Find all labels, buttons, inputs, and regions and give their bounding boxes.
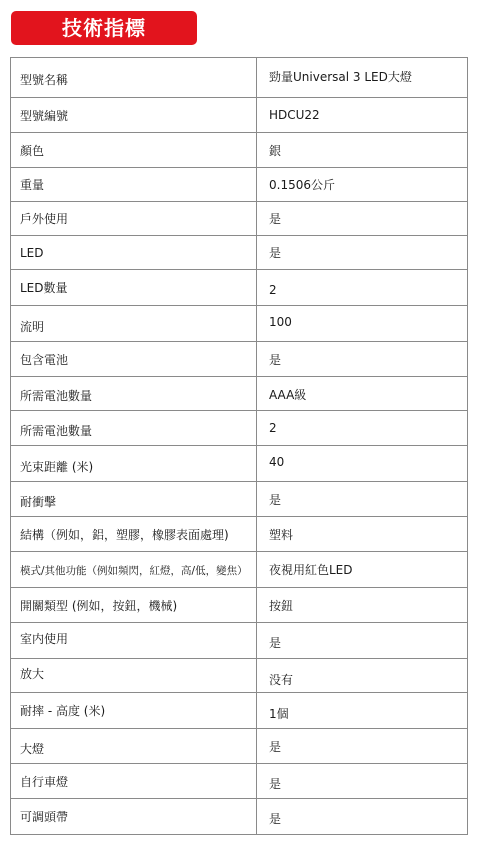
spec-value: 1個 [257,693,468,729]
spec-label: 室内使用 [11,623,257,659]
table-row [11,693,468,729]
table-row [11,729,468,764]
spec-value: 塑料 [257,517,468,552]
table-row [11,799,468,835]
spec-label: LED數量 [11,270,257,306]
table-row [11,446,468,482]
table-row [11,58,468,98]
table-row [11,552,468,588]
spec-label: 自行車燈 [11,764,257,799]
spec-label: 模式/其他功能（例如頻閃，紅燈，高/低，變焦） [11,552,257,588]
spec-value: 勁量Universal 3 LED大燈 [257,58,468,98]
spec-value: 没有 [257,659,468,693]
spec-label: 顏色 [11,133,257,168]
spec-label: 所需電池數量 [11,377,257,411]
table-row [11,133,468,168]
spec-label: 流明 [11,306,257,342]
spec-value: 是 [257,342,468,377]
spec-label: 大燈 [11,729,257,764]
spec-value: HDCU22 [257,98,468,133]
spec-value: 按鈕 [257,588,468,623]
table-row [11,623,468,659]
spec-label: 重量 [11,168,257,202]
spec-label: 結構（例如，鋁，塑膠，橡膠表面處理) [11,517,257,552]
spec-value: AAA級 [257,377,468,411]
spec-value: 是 [257,764,468,799]
table-row [11,659,468,693]
page-title: 技術指標 [11,11,197,45]
spec-label: 所需電池數量 [11,411,257,446]
spec-value: 是 [257,202,468,236]
table-row [11,306,468,342]
table-row [11,98,468,133]
spec-label: 耐衝擊 [11,482,257,517]
spec-label: 型號編號 [11,98,257,133]
spec-label: 戶外使用 [11,202,257,236]
spec-label: LED [11,236,257,270]
spec-label: 型號名稱 [11,58,257,98]
table-row [11,377,468,411]
spec-value: 是 [257,236,468,270]
table-row [11,202,468,236]
spec-label: 包含電池 [11,342,257,377]
table-row [11,168,468,202]
spec-label: 可調頭帶 [11,799,257,835]
spec-label: 開關類型 (例如，按鈕，機械) [11,588,257,623]
table-row [11,342,468,377]
table-row [11,588,468,623]
spec-label: 放大 [11,659,257,693]
table-row [11,482,468,517]
spec-value: 2 [257,411,468,446]
table-row [11,236,468,270]
spec-value: 是 [257,623,468,659]
spec-value: 是 [257,799,468,835]
spec-value: 銀 [257,133,468,168]
spec-value: 0.1506公斤 [257,168,468,202]
spec-table [10,57,468,835]
spec-label: 光束距離 (米) [11,446,257,482]
spec-value: 是 [257,482,468,517]
spec-value: 40 [257,446,468,482]
spec-value: 100 [257,306,468,342]
spec-value: 夜視用紅色LED [257,552,468,588]
table-row [11,411,468,446]
table-row [11,270,468,306]
spec-value: 是 [257,729,468,764]
table-row [11,764,468,799]
spec-value: 2 [257,270,468,306]
spec-label: 耐摔 - 高度 (米) [11,693,257,729]
table-row [11,517,468,552]
